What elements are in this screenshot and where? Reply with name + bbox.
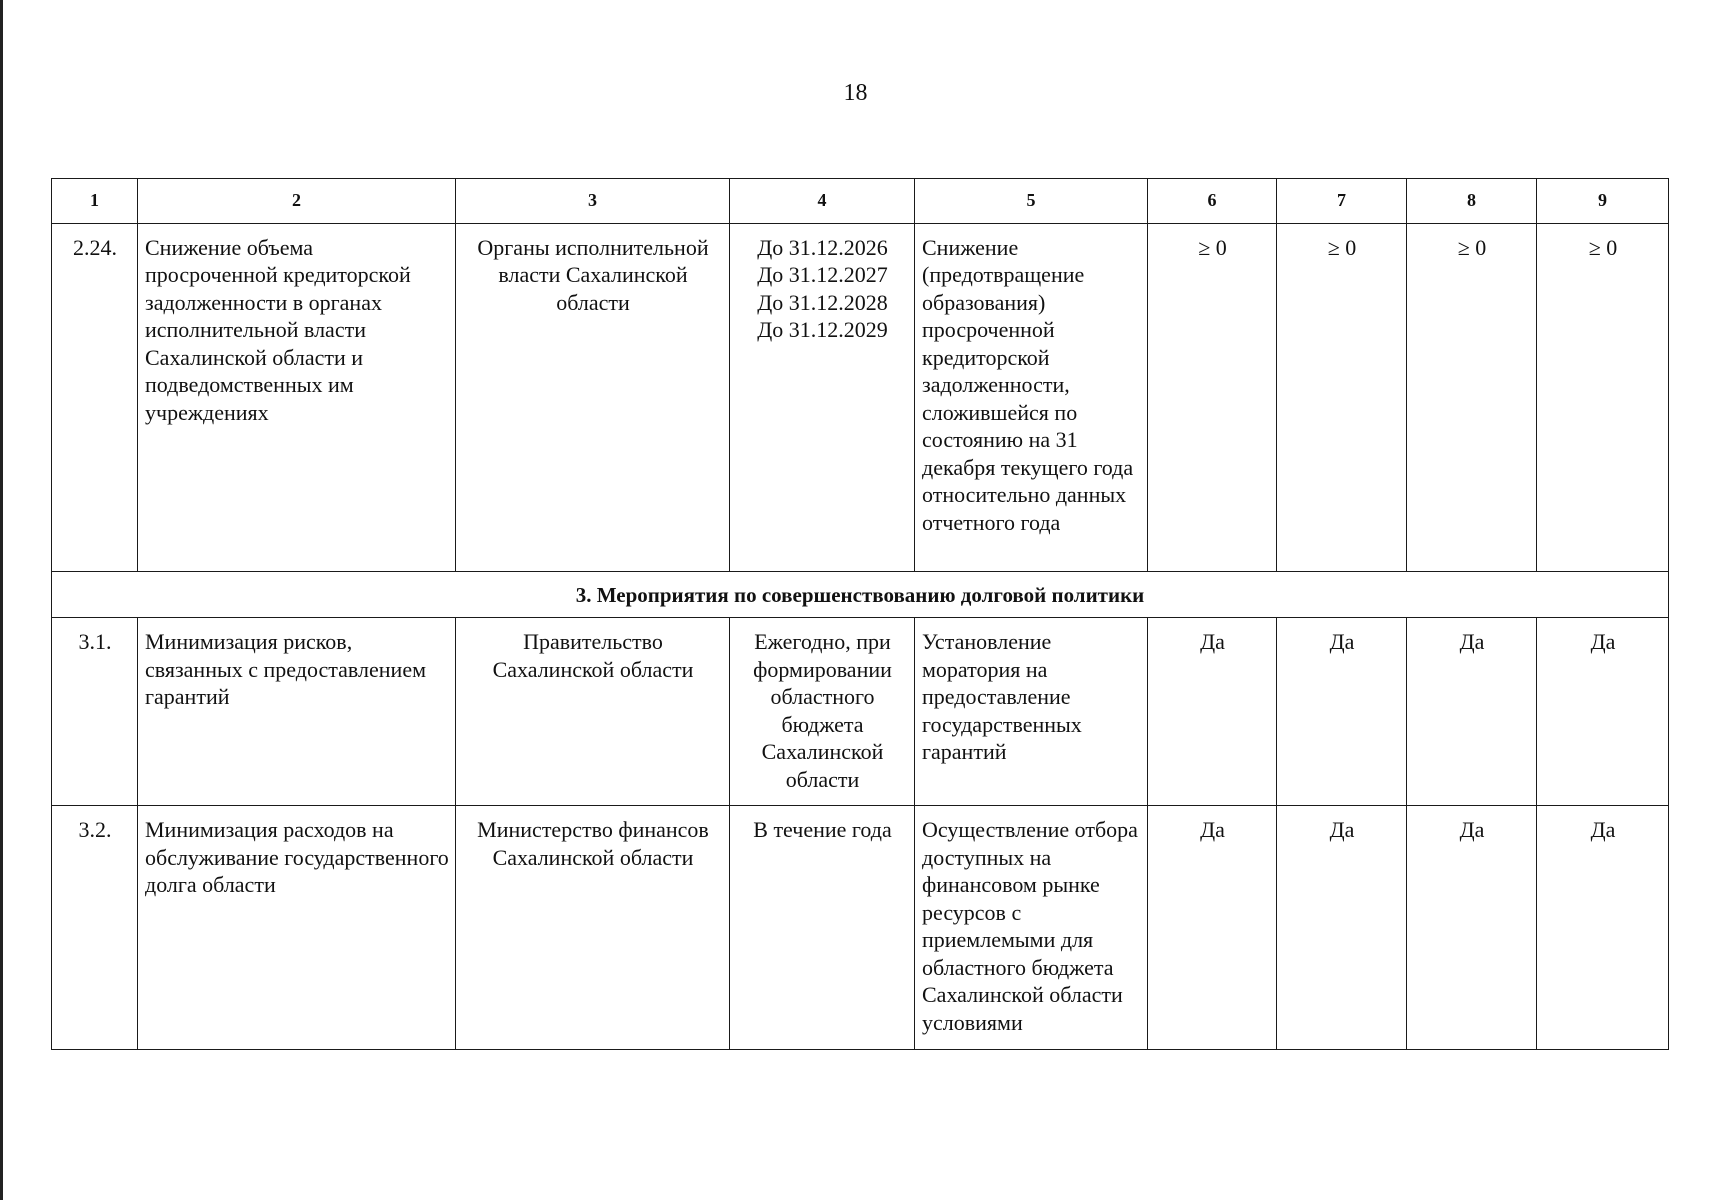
column-header: 1 [52,179,138,224]
responsible-body: Органы исполнительной власти Сахалинской области [456,223,730,571]
column-header: 7 [1277,179,1407,224]
section-title: 3. Мероприятия по совершенствованию долговой политики [52,571,1669,618]
indicator-value: ≥ 0 [1537,223,1669,571]
section-heading-row [52,571,1669,618]
expected-result: Установление моратория на предоставление государственных гарантий [915,618,1148,806]
measure-name: Минимизация расходов на обслуживание государственного долга области [138,806,456,1050]
indicator-value: Да [1148,618,1277,806]
column-header: 3 [456,179,730,224]
column-header: 4 [730,179,915,224]
deadline-line: До 31.12.2027 [757,262,888,287]
column-header: 8 [1407,179,1537,224]
row-number: 2.24. [52,223,138,571]
measures-table-container [51,178,1668,1050]
column-header: 9 [1537,179,1669,224]
table-row [52,806,1669,1050]
deadline: В течение года [730,806,915,1050]
deadline-line: До 31.12.2029 [757,317,888,342]
column-header: 6 [1148,179,1277,224]
indicator-value: Да [1277,806,1407,1050]
indicator-value: Да [1537,618,1669,806]
row-number: 3.2. [52,806,138,1050]
indicator-value: Да [1277,618,1407,806]
column-header: 2 [138,179,456,224]
page-number: 18 [843,80,868,106]
indicator-value: ≥ 0 [1277,223,1407,571]
measure-name: Минимизация рисков, связанных с предоставлением гарантий [138,618,456,806]
indicator-value: Да [1407,806,1537,1050]
table-row [52,618,1669,806]
deadline-line: До 31.12.2028 [757,289,888,315]
measure-name: Снижение объема просроченной кредиторской задолженности в органах исполнительной власти Сахалинской области и подведомственных им учреждениях [138,223,456,571]
scan-left-edge [0,0,3,1200]
responsible-body: Правительство Сахалинской области [456,618,730,806]
indicator-value: ≥ 0 [1148,223,1277,571]
deadline: Ежегодно, при формировании областного бюджета Сахалинской области [730,618,915,806]
column-header: 5 [915,179,1148,224]
indicator-value: ≥ 0 [1407,223,1537,571]
indicator-value: Да [1407,618,1537,806]
indicator-value: Да [1537,806,1669,1050]
expected-result: Осуществление отбора доступных на финансовом рынке ресурсов с приемлемыми для областного бюджета Сахалинской области условиями [915,806,1148,1050]
table-header-row [52,179,1669,224]
indicator-value: Да [1148,806,1277,1050]
responsible-body: Министерство финансов Сахалинской области [456,806,730,1050]
expected-result: Снижение (предотвращение образования) просроченной кредиторской задолженности, сложившейся по состоянию на 31 декабря текущего года относительно данных отчетного года [915,223,1148,571]
deadline [730,223,915,571]
table-row [52,223,1669,571]
measures-table [51,178,1669,1050]
deadline-line: До 31.12.2026 [757,234,888,260]
row-number: 3.1. [52,618,138,806]
